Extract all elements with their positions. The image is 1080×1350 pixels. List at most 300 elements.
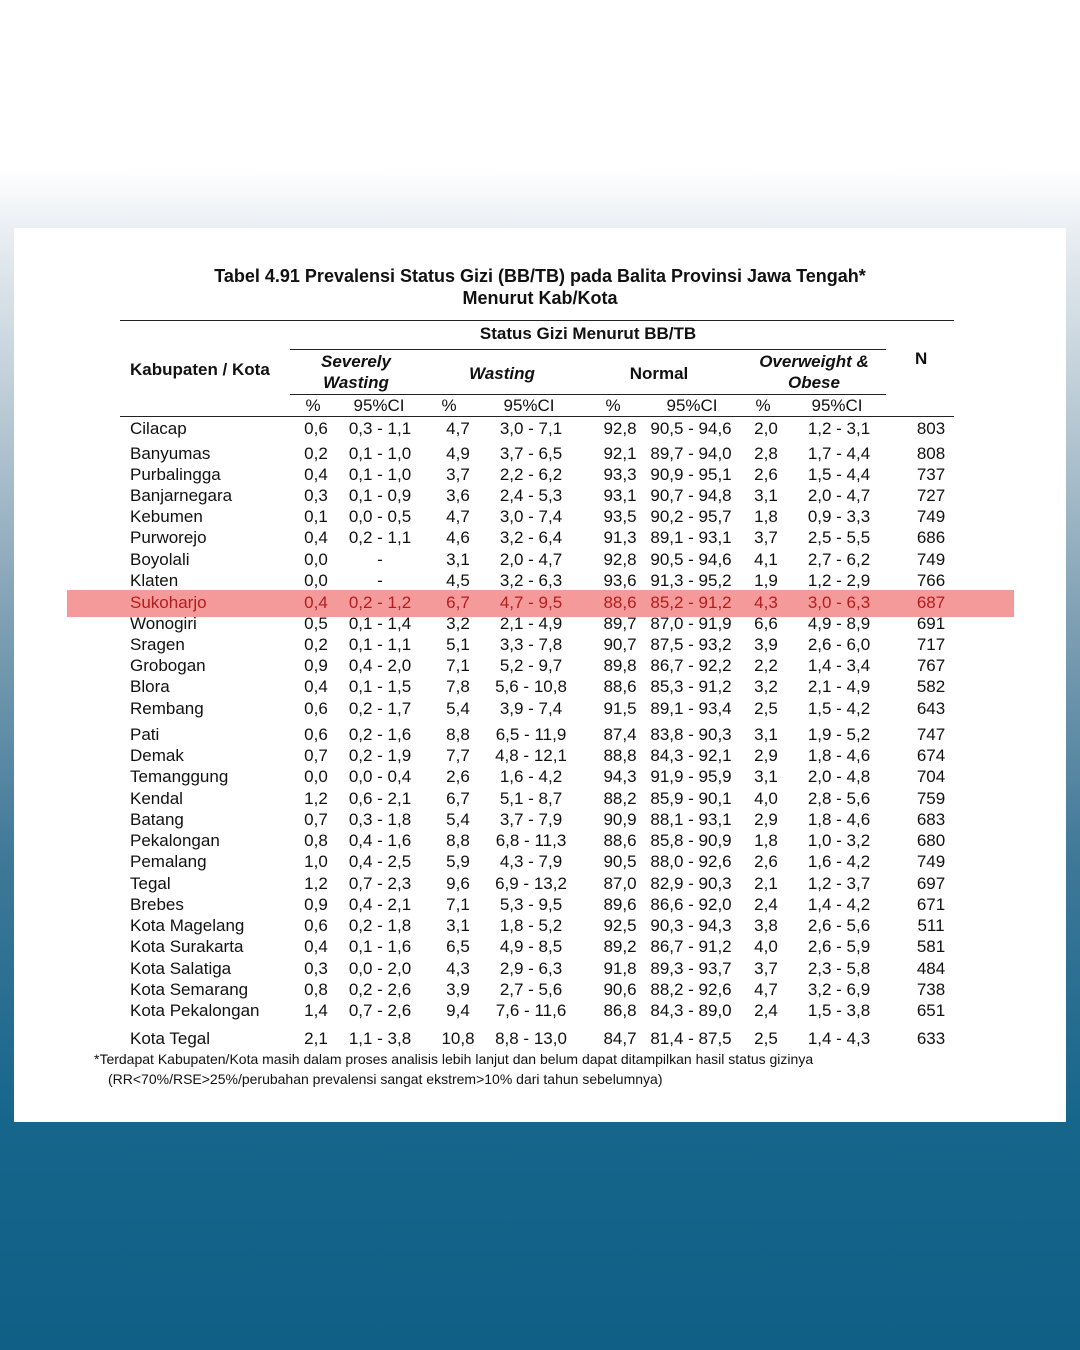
cell-o: 3,7 [754,959,778,978]
table-row [14,1001,1066,1022]
cell-w: 4,6 [446,528,470,547]
cell-o-ci: 1,4 - 4,3 [807,1029,871,1048]
cell-o-ci: 1,8 - 4,6 [807,810,871,829]
row-region-name: Purbalingga [130,465,221,484]
cell-sw: 0,8 [304,980,328,999]
cell-o: 2,6 [754,465,778,484]
header-n: N [915,349,928,368]
cell-o: 2,4 [754,1001,778,1020]
cell-n-ci: 90,2 - 95,7 [650,507,732,526]
cell-sw: 0,9 [304,656,328,675]
cell-sw: 0,8 [304,831,328,850]
cell-w: 7,7 [446,746,470,765]
cell-o: 3,1 [754,767,778,786]
cell-n-ci: 86,6 - 92,0 [650,895,732,914]
table-row [14,444,1066,465]
cell-N: 803 [916,419,946,438]
cell-N: 484 [916,959,946,978]
cell-w: 5,9 [446,852,470,871]
cell-sw: 1,4 [304,1001,328,1020]
cell-o: 2,4 [754,895,778,914]
group-rule [290,349,886,350]
row-region-name: Kota Pekalongan [130,1001,260,1020]
row-region-name: Wonogiri [130,614,197,633]
cell-n: 92,8 [603,550,637,569]
cell-w: 8,8 [446,725,470,744]
cell-n-ci: 85,2 - 91,2 [650,593,732,612]
document-page [14,228,1066,1122]
cell-w-ci: 6,8 - 11,3 [495,831,567,850]
cell-N: 686 [916,528,946,547]
row-region-name: Boyolali [130,550,190,569]
cell-N: 704 [916,767,946,786]
cell-w: 5,4 [446,810,470,829]
sub-pct-overweight: % [755,396,771,415]
table-row [14,895,1066,916]
cell-w-ci: 3,0 - 7,1 [499,419,563,438]
cell-w-ci: 2,4 - 5,3 [499,486,563,505]
sub-ci-severely: 95%CI [353,396,405,415]
cell-sw: 0,6 [304,725,328,744]
subheader-rule [290,394,886,395]
cell-o: 2,6 [754,852,778,871]
cell-N: 697 [916,874,946,893]
cell-w: 2,6 [446,767,470,786]
cell-sw-ci: - [377,550,383,569]
cell-w-ci: 2,0 - 4,7 [499,550,563,569]
cell-N: 687 [916,593,946,612]
table-row [14,571,1066,592]
cell-sw: 0,4 [304,677,328,696]
cell-sw: 0,7 [304,746,328,765]
header-bottom-rule [120,416,954,417]
cell-n: 90,6 [603,980,637,999]
cell-w-ci: 3,9 - 7,4 [499,699,563,718]
cell-o: 4,7 [754,980,778,999]
cell-o-ci: 1,2 - 3,1 [807,419,871,438]
cell-w-ci: 4,8 - 12,1 [495,746,567,765]
cell-n-ci: 88,1 - 93,1 [650,810,732,829]
cell-o: 1,8 [754,831,778,850]
cell-sw: 0,3 [304,486,328,505]
cell-n: 93,6 [603,571,637,590]
header-wasting: Wasting [469,364,535,383]
cell-N: 766 [916,571,946,590]
table-row [14,746,1066,767]
cell-sw-ci: 0,4 - 2,1 [348,895,412,914]
cell-w: 7,8 [446,677,470,696]
cell-o: 2,5 [754,699,778,718]
cell-o: 3,1 [754,486,778,505]
row-region-name: Temanggung [130,767,229,786]
cell-w: 5,4 [446,699,470,718]
cell-o: 4,0 [754,789,778,808]
cell-n-ci: 89,1 - 93,4 [650,699,732,718]
header-normal: Normal [629,364,689,383]
cell-w-ci: 4,9 - 8,5 [499,937,563,956]
cell-n: 90,9 [603,810,637,829]
cell-N: 633 [916,1029,946,1048]
cell-o: 6,6 [754,614,778,633]
cell-sw: 0,4 [304,465,328,484]
cell-sw-ci: 0,7 - 2,3 [348,874,412,893]
table-row [14,831,1066,852]
header-severely-wasting-1: Severely [321,352,391,371]
cell-sw: 0,2 [304,635,328,654]
cell-w-ci: 8,8 - 13,0 [495,1029,567,1048]
cell-o: 2,8 [754,444,778,463]
table-row [14,874,1066,895]
cell-n: 93,5 [603,507,637,526]
cell-w: 9,6 [446,874,470,893]
cell-o-ci: 2,7 - 6,2 [807,550,871,569]
cell-w-ci: 7,6 - 11,6 [495,1001,567,1020]
table-row [14,810,1066,831]
cell-n: 91,8 [603,959,637,978]
table-row [14,486,1066,507]
cell-o: 3,8 [754,916,778,935]
cell-w-ci: 5,1 - 8,7 [499,789,563,808]
cell-n-ci: 86,7 - 91,2 [650,937,732,956]
cell-N: 717 [916,635,946,654]
cell-N: 511 [917,916,945,935]
cell-w-ci: 3,7 - 6,5 [499,444,563,463]
cell-o: 1,9 [754,571,778,590]
cell-sw: 0,3 [304,959,328,978]
cell-n: 88,6 [603,593,637,612]
cell-w: 5,1 [446,635,470,654]
table-row [14,593,1066,614]
table-row [14,550,1066,571]
cell-sw: 1,2 [304,874,328,893]
cell-o-ci: 2,1 - 4,9 [807,677,871,696]
row-region-name: Kendal [130,789,183,808]
cell-w-ci: 4,7 - 9,5 [499,593,563,612]
cell-n: 89,7 [603,614,637,633]
cell-N: 643 [916,699,946,718]
header-severely-wasting-2: Wasting [323,373,389,392]
row-region-name: Klaten [130,571,179,590]
cell-N: 738 [916,980,946,999]
cell-N: 674 [916,746,946,765]
cell-w-ci: 1,8 - 5,2 [499,916,563,935]
cell-w: 3,9 [446,980,470,999]
sub-pct-wasting: % [441,396,457,415]
cell-n-ci: 88,0 - 92,6 [650,852,732,871]
cell-n: 89,8 [603,656,637,675]
sub-pct-normal: % [605,396,621,415]
cell-o-ci: 1,5 - 4,4 [807,465,871,484]
row-region-name: Batang [130,810,184,829]
cell-o-ci: 1,0 - 3,2 [807,831,871,850]
cell-o: 4,1 [754,550,778,569]
cell-n-ci: 90,9 - 95,1 [650,465,732,484]
table-row [14,635,1066,656]
cell-o-ci: 3,0 - 6,3 [807,593,871,612]
cell-n-ci: 90,3 - 94,3 [650,916,732,935]
cell-sw: 2,1 [304,1029,328,1048]
cell-o-ci: 4,9 - 8,9 [807,614,871,633]
row-region-name: Rembang [130,699,204,718]
footnote-line-2: (RR<70%/RSE>25%/perubahan prevalensi sangat ekstrem>10% dari tahun sebelumnya) [108,1071,663,1087]
cell-sw-ci: 1,1 - 3,8 [348,1029,412,1048]
cell-w-ci: 1,6 - 4,2 [499,767,563,786]
cell-N: 808 [916,444,946,463]
cell-w-ci: 5,6 - 10,8 [495,677,567,696]
cell-o-ci: 2,0 - 4,8 [807,767,871,786]
cell-o-ci: 2,3 - 5,8 [807,959,871,978]
header-group: Status Gizi Menurut BB/TB [479,324,697,343]
cell-w-ci: 6,5 - 11,9 [495,725,567,744]
cell-o-ci: 2,0 - 4,7 [807,486,871,505]
table-row [14,959,1066,980]
sub-ci-normal: 95%CI [666,396,718,415]
cell-o-ci: 1,2 - 2,9 [807,571,871,590]
cell-w: 4,5 [446,571,470,590]
cell-sw-ci: 0,3 - 1,1 [348,419,412,438]
cell-sw-ci: 0,1 - 1,5 [348,677,412,696]
cell-o: 2,9 [754,746,778,765]
cell-o-ci: 2,6 - 5,6 [807,916,871,935]
cell-sw-ci: 0,2 - 1,1 [348,528,412,547]
cell-sw-ci: 0,1 - 1,0 [348,465,412,484]
cell-w: 6,7 [446,789,470,808]
footnote-line-1: *Terdapat Kabupaten/Kota masih dalam proses analisis lebih lanjut dan belum dapat ditampilkan hasil status gizinya [94,1051,814,1067]
cell-N: 759 [916,789,946,808]
cell-n-ci: 88,2 - 92,6 [650,980,732,999]
cell-sw-ci: 0,1 - 1,6 [348,937,412,956]
row-region-name: Cilacap [130,419,187,438]
cell-sw-ci: 0,4 - 2,0 [348,656,412,675]
cell-n: 88,8 [603,746,637,765]
cell-sw: 1,2 [304,789,328,808]
row-region-name: Kota Tegal [130,1029,211,1048]
cell-sw-ci: - [377,571,383,590]
cell-w-ci: 4,3 - 7,9 [499,852,563,871]
cell-n-ci: 81,4 - 87,5 [650,1029,732,1048]
cell-w: 3,2 [446,614,470,633]
cell-o-ci: 1,9 - 5,2 [807,725,871,744]
cell-n-ci: 89,3 - 93,7 [650,959,732,978]
table-row [14,614,1066,635]
row-region-name: Banyumas [130,444,211,463]
row-region-name: Kota Magelang [130,916,245,935]
cell-w-ci: 3,0 - 7,4 [499,507,563,526]
table-row [14,656,1066,677]
table-row [14,789,1066,810]
cell-n-ci: 84,3 - 89,0 [650,1001,732,1020]
row-region-name: Kota Surakarta [130,937,244,956]
cell-w: 4,3 [446,959,470,978]
cell-n: 88,6 [603,831,637,850]
cell-n: 91,5 [603,699,637,718]
cell-n-ci: 89,1 - 93,1 [650,528,732,547]
row-region-name: Pekalongan [130,831,220,850]
cell-n-ci: 91,3 - 95,2 [650,571,732,590]
cell-sw-ci: 0,2 - 1,8 [348,916,412,935]
cell-o-ci: 1,2 - 3,7 [807,874,871,893]
cell-sw-ci: 0,3 - 1,8 [348,810,412,829]
cell-n-ci: 90,5 - 94,6 [650,550,732,569]
cell-w-ci: 5,3 - 9,5 [499,895,563,914]
cell-n-ci: 84,3 - 92,1 [650,746,732,765]
cell-n-ci: 82,9 - 90,3 [650,874,732,893]
row-region-name: Tegal [130,874,171,893]
row-region-name: Purworejo [130,528,207,547]
row-region-name: Sragen [130,635,185,654]
cell-w: 3,1 [446,550,470,569]
cell-o: 2,0 [754,419,778,438]
cell-w-ci: 3,2 - 6,3 [499,571,563,590]
table-row [14,852,1066,873]
cell-sw: 0,5 [304,614,328,633]
top-rule [120,320,954,321]
table-row [14,916,1066,937]
row-region-name: Kebumen [130,507,203,526]
cell-w-ci: 6,9 - 13,2 [495,874,567,893]
cell-N: 747 [916,725,946,744]
cell-sw: 0,2 [304,444,328,463]
cell-n-ci: 85,3 - 91,2 [650,677,732,696]
row-region-name: Brebes [130,895,184,914]
cell-N: 651 [916,1001,946,1020]
cell-sw-ci: 0,4 - 1,6 [348,831,412,850]
cell-N: 767 [916,656,946,675]
cell-o: 3,7 [754,528,778,547]
table-row [14,937,1066,958]
cell-sw-ci: 0,1 - 1,4 [348,614,412,633]
table-row [14,677,1066,698]
cell-n: 94,3 [603,767,637,786]
cell-sw: 0,4 [304,528,328,547]
cell-w-ci: 3,7 - 7,9 [499,810,563,829]
header-overweight-1: Overweight & [759,352,869,371]
table-row [14,507,1066,528]
header-overweight-2: Obese [788,373,840,392]
cell-n: 90,5 [603,852,637,871]
cell-n-ci: 87,0 - 91,9 [650,614,732,633]
cell-n-ci: 91,9 - 95,9 [650,767,732,786]
cell-o: 4,3 [754,593,778,612]
cell-sw: 0,1 [304,507,328,526]
cell-w-ci: 2,1 - 4,9 [499,614,563,633]
cell-w: 7,1 [446,656,470,675]
cell-o-ci: 2,5 - 5,5 [807,528,871,547]
cell-sw-ci: 0,1 - 1,0 [348,444,412,463]
cell-sw-ci: 0,2 - 2,6 [348,980,412,999]
cell-n: 93,1 [603,486,637,505]
cell-o-ci: 0,9 - 3,3 [807,507,871,526]
cell-n: 92,5 [603,916,637,935]
cell-o: 3,9 [754,635,778,654]
cell-n-ci: 85,9 - 90,1 [650,789,732,808]
sub-ci-wasting: 95%CI [503,396,555,415]
cell-o: 3,2 [754,677,778,696]
cell-o: 4,0 [754,937,778,956]
cell-w: 6,5 [446,937,470,956]
table-row [14,1029,1066,1050]
cell-n: 87,0 [603,874,637,893]
cell-sw-ci: 0,1 - 0,9 [348,486,412,505]
cell-sw-ci: 0,1 - 1,1 [348,635,412,654]
cell-n-ci: 85,8 - 90,9 [650,831,732,850]
cell-w: 3,7 [446,465,470,484]
cell-n: 91,3 [603,528,637,547]
cell-n-ci: 90,7 - 94,8 [650,486,732,505]
cell-o: 2,9 [754,810,778,829]
cell-n: 89,2 [603,937,637,956]
cell-o: 2,5 [754,1029,778,1048]
cell-N: 582 [916,677,946,696]
cell-o-ci: 1,4 - 4,2 [807,895,871,914]
cell-w: 3,1 [446,916,470,935]
cell-sw-ci: 0,7 - 2,6 [348,1001,412,1020]
table-row [14,725,1066,746]
table-row [14,980,1066,1001]
row-region-name: Demak [130,746,184,765]
row-region-name: Kota Semarang [130,980,249,999]
cell-sw: 0,6 [304,419,328,438]
cell-N: 749 [916,507,946,526]
cell-n: 92,1 [603,444,637,463]
row-region-name: Sukoharjo [130,593,207,612]
cell-w: 6,7 [446,593,470,612]
cell-w-ci: 3,2 - 6,4 [499,528,563,547]
cell-o: 1,8 [754,507,778,526]
cell-sw: 0,6 [304,699,328,718]
cell-sw-ci: 0,0 - 0,4 [348,767,412,786]
cell-n: 88,2 [603,789,637,808]
cell-w: 9,4 [446,1001,470,1020]
cell-o-ci: 1,6 - 4,2 [807,852,871,871]
cell-n-ci: 87,5 - 93,2 [650,635,732,654]
row-region-name: Blora [130,677,170,696]
cell-N: 737 [916,465,946,484]
cell-o-ci: 3,2 - 6,9 [807,980,871,999]
cell-n: 88,6 [603,677,637,696]
cell-n-ci: 90,5 - 94,6 [650,419,732,438]
cell-o-ci: 1,5 - 4,2 [807,699,871,718]
cell-N: 671 [916,895,946,914]
cell-sw: 0,7 [304,810,328,829]
cell-o-ci: 2,6 - 5,9 [807,937,871,956]
table-title: Tabel 4.91 Prevalensi Status Gizi (BB/TB) pada Balita Provinsi Jawa Tengah* [214,266,866,286]
header-region: Kabupaten / Kota [130,360,270,379]
cell-n-ci: 86,7 - 92,2 [650,656,732,675]
cell-N: 691 [916,614,946,633]
table-subtitle: Menurut Kab/Kota [462,288,618,308]
cell-sw-ci: 0,2 - 1,6 [348,725,412,744]
cell-w: 7,1 [446,895,470,914]
cell-sw: 0,6 [304,916,328,935]
cell-N: 749 [916,550,946,569]
cell-sw-ci: 0,0 - 0,5 [348,507,412,526]
cell-n-ci: 83,8 - 90,3 [650,725,732,744]
cell-sw: 0,4 [304,593,328,612]
cell-w: 8,8 [446,831,470,850]
cell-o-ci: 1,5 - 3,8 [807,1001,871,1020]
cell-w: 4,9 [446,444,470,463]
cell-sw: 0,0 [304,767,328,786]
table-row [14,767,1066,788]
cell-w-ci: 2,9 - 6,3 [499,959,563,978]
cell-w-ci: 2,2 - 6,2 [499,465,563,484]
cell-N: 727 [916,486,946,505]
cell-o-ci: 1,7 - 4,4 [807,444,871,463]
cell-n: 89,6 [603,895,637,914]
table-row [14,465,1066,486]
sub-pct-severely: % [305,396,321,415]
